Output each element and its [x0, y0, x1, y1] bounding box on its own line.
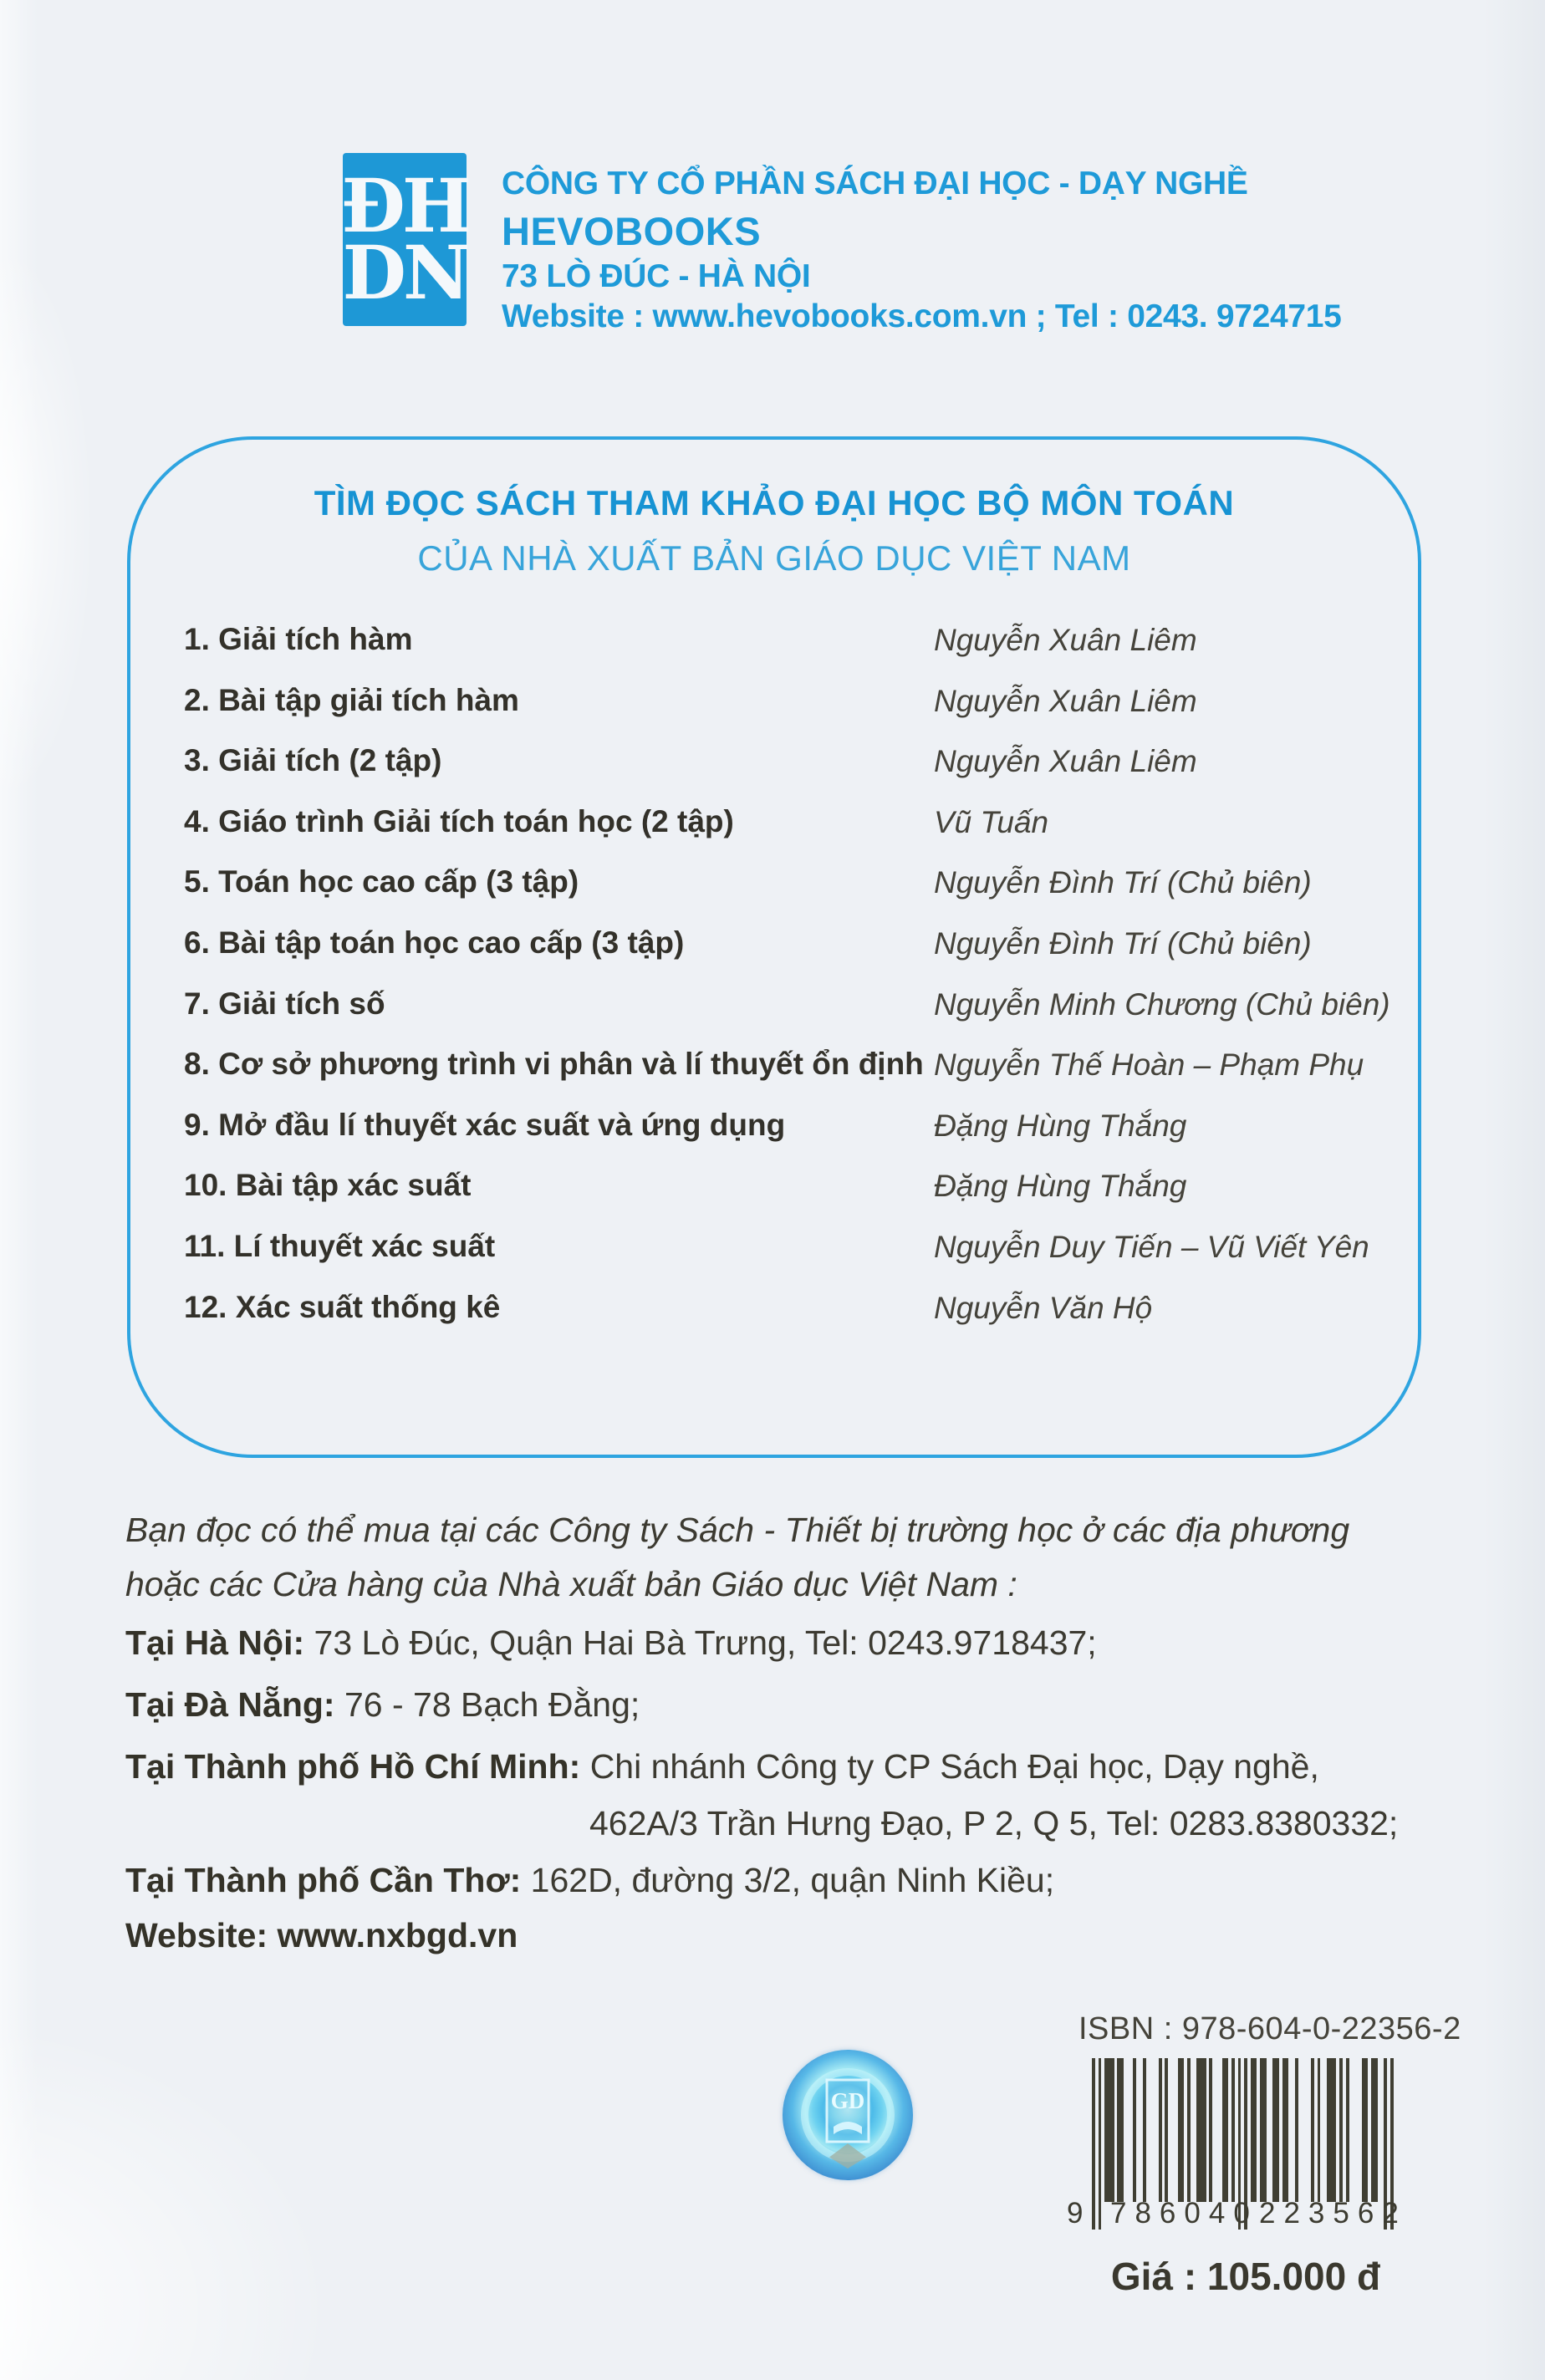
location-detail-line2: 462A/3 Trần Hưng Đạo, P 2, Q 5, Tel: 0283.8380332; — [589, 1804, 1399, 1842]
book-title: 10. Bài tập xác suất — [184, 1168, 472, 1203]
location-label: Tại Đà Nẵng: — [125, 1685, 344, 1724]
book-author: Nguyễn Xuân Liêm — [934, 683, 1197, 718]
location-detail: 76 - 78 Bạch Đằng; — [344, 1685, 640, 1724]
book-title: 7. Giải tích số — [184, 986, 385, 1021]
book-title: 9. Mở đầu lí thuyết xác suất và ứng dụng — [184, 1107, 786, 1142]
book-list-item — [184, 1290, 1393, 1351]
book-list-item — [184, 1229, 1393, 1290]
location-detail: 73 Lò Đúc, Quận Hai Bà Trưng, Tel: 0243.9718437; — [314, 1623, 1097, 1662]
purchase-intro-line1: Bạn đọc có thể mua tại các Công ty Sách - Thiết bị trường học ở các địa phương — [125, 1511, 1350, 1549]
book-title: 8. Cơ sở phương trình vi phân và lí thuyết ổn định — [184, 1047, 924, 1082]
publisher-seal-icon — [824, 2078, 873, 2145]
book-title: 5. Toán học cao cấp (3 tập) — [184, 864, 579, 900]
book-author: Nguyễn Duy Tiến – Vũ Viết Yên — [934, 1229, 1369, 1264]
book-title: 3. Giải tích (2 tập) — [184, 743, 442, 778]
isbn-text: ISBN : 978-604-0-22356-2 — [1078, 2011, 1461, 2046]
location-label: Tại Thành phố Cần Thơ: — [125, 1861, 531, 1899]
book-list-item — [184, 622, 1393, 683]
purchase-location-line — [125, 1861, 1054, 1900]
book-title: 1. Giải tích hàm — [184, 622, 413, 656]
book-author: Nguyễn Đình Trí (Chủ biên) — [934, 865, 1312, 900]
location-detail: Chi nhánh Công ty CP Sách Đại học, Dạy nghề, — [589, 1747, 1319, 1786]
book-title: 4. Giáo trình Giải tích toán học (2 tập) — [184, 803, 734, 838]
seal-gd-text: GD — [830, 2088, 865, 2113]
publisher-logo — [340, 153, 469, 326]
book-author: Đặng Hùng Thắng — [934, 1169, 1187, 1204]
book-list-item — [184, 986, 1393, 1047]
location-detail: 162D, đường 3/2, quận Ninh Kiều; — [530, 1861, 1055, 1899]
book-list-item — [184, 743, 1393, 804]
book-title: 6. Bài tập toán học cao cấp (3 tập) — [184, 925, 685, 960]
book-author: Đặng Hùng Thắng — [934, 1108, 1187, 1143]
book-author: Nguyễn Thế Hoàn – Phạm Phụ — [934, 1047, 1364, 1083]
barcode-digit-group1: 786040 — [1110, 2197, 1258, 2230]
book-author: Nguyễn Xuân Liêm — [934, 744, 1197, 779]
purchase-location-line — [125, 1623, 1097, 1663]
publisher-website-line — [125, 1916, 518, 1955]
book-author: Nguyễn Đình Trí (Chủ biên) — [934, 925, 1312, 961]
book-list-item — [184, 804, 1393, 865]
publisher-brand-name: HEVOBOOKS — [502, 209, 762, 253]
barcode-digit-first: 9 — [1067, 2197, 1084, 2230]
purchase-intro-paragraph — [125, 1503, 1497, 1612]
purchase-location-line — [125, 1685, 640, 1725]
book-list-item — [184, 864, 1393, 925]
reference-box-subtitle: CỦA NHÀ XUẤT BẢN GIÁO DỤC VIỆT NAM — [417, 538, 1131, 578]
book-title: 2. Bài tập giải tích hàm — [184, 682, 519, 717]
book-author: Nguyễn Văn Hộ — [934, 1290, 1153, 1325]
price-text: Giá : 105.000 đ — [1110, 2255, 1381, 2298]
book-author: Nguyễn Xuân Liêm — [934, 623, 1197, 657]
book-list-item — [184, 683, 1393, 744]
book-title: 11. Lí thuyết xác suất — [184, 1228, 496, 1263]
book-title: 12. Xác suất thống kê — [184, 1289, 501, 1324]
book-list — [184, 622, 1393, 1350]
location-label: Tại Thành phố Hồ Chí Minh: — [125, 1747, 590, 1786]
book-list-item — [184, 1168, 1393, 1229]
location-label: Tại Hà Nội: — [125, 1623, 314, 1662]
book-author: Vũ Tuấn — [934, 804, 1049, 839]
barcode-digit-group2: 223562 — [1259, 2197, 1407, 2230]
website-value: : www.nxbgd.vn — [256, 1916, 518, 1954]
purchase-intro-line2: hoặc các Cửa hàng của Nhà xuất bản Giáo dục Việt Nam : — [125, 1564, 1017, 1603]
hologram-sticker — [783, 2050, 913, 2180]
purchase-location-line — [125, 1747, 1319, 1786]
publisher-company-name: CÔNG TY CỔ PHẦN SÁCH ĐẠI HỌC - DẠY NGHỀ — [502, 166, 1248, 201]
publisher-logo-bottom-text: DN — [342, 228, 467, 316]
book-list-item — [184, 1047, 1393, 1108]
publisher-logo-top-text: ĐH — [340, 162, 469, 250]
website-label: Website — [125, 1916, 257, 1954]
book-list-item — [184, 1108, 1393, 1169]
publisher-website-phone: Website : www.hevobooks.com.vn ; Tel : 0243. 9724715 — [502, 298, 1342, 334]
ean13-barcode — [1067, 2058, 1407, 2246]
book-author: Nguyễn Minh Chương (Chủ biên) — [934, 986, 1390, 1022]
reference-books-box — [127, 436, 1421, 1458]
book-list-item — [184, 925, 1393, 986]
publisher-address: 73 LÒ ĐÚC - HÀ NỘI — [502, 258, 811, 294]
reference-box-title: TÌM ĐỌC SÁCH THAM KHẢO ĐẠI HỌC BỘ MÔN TOÁN — [314, 483, 1235, 522]
